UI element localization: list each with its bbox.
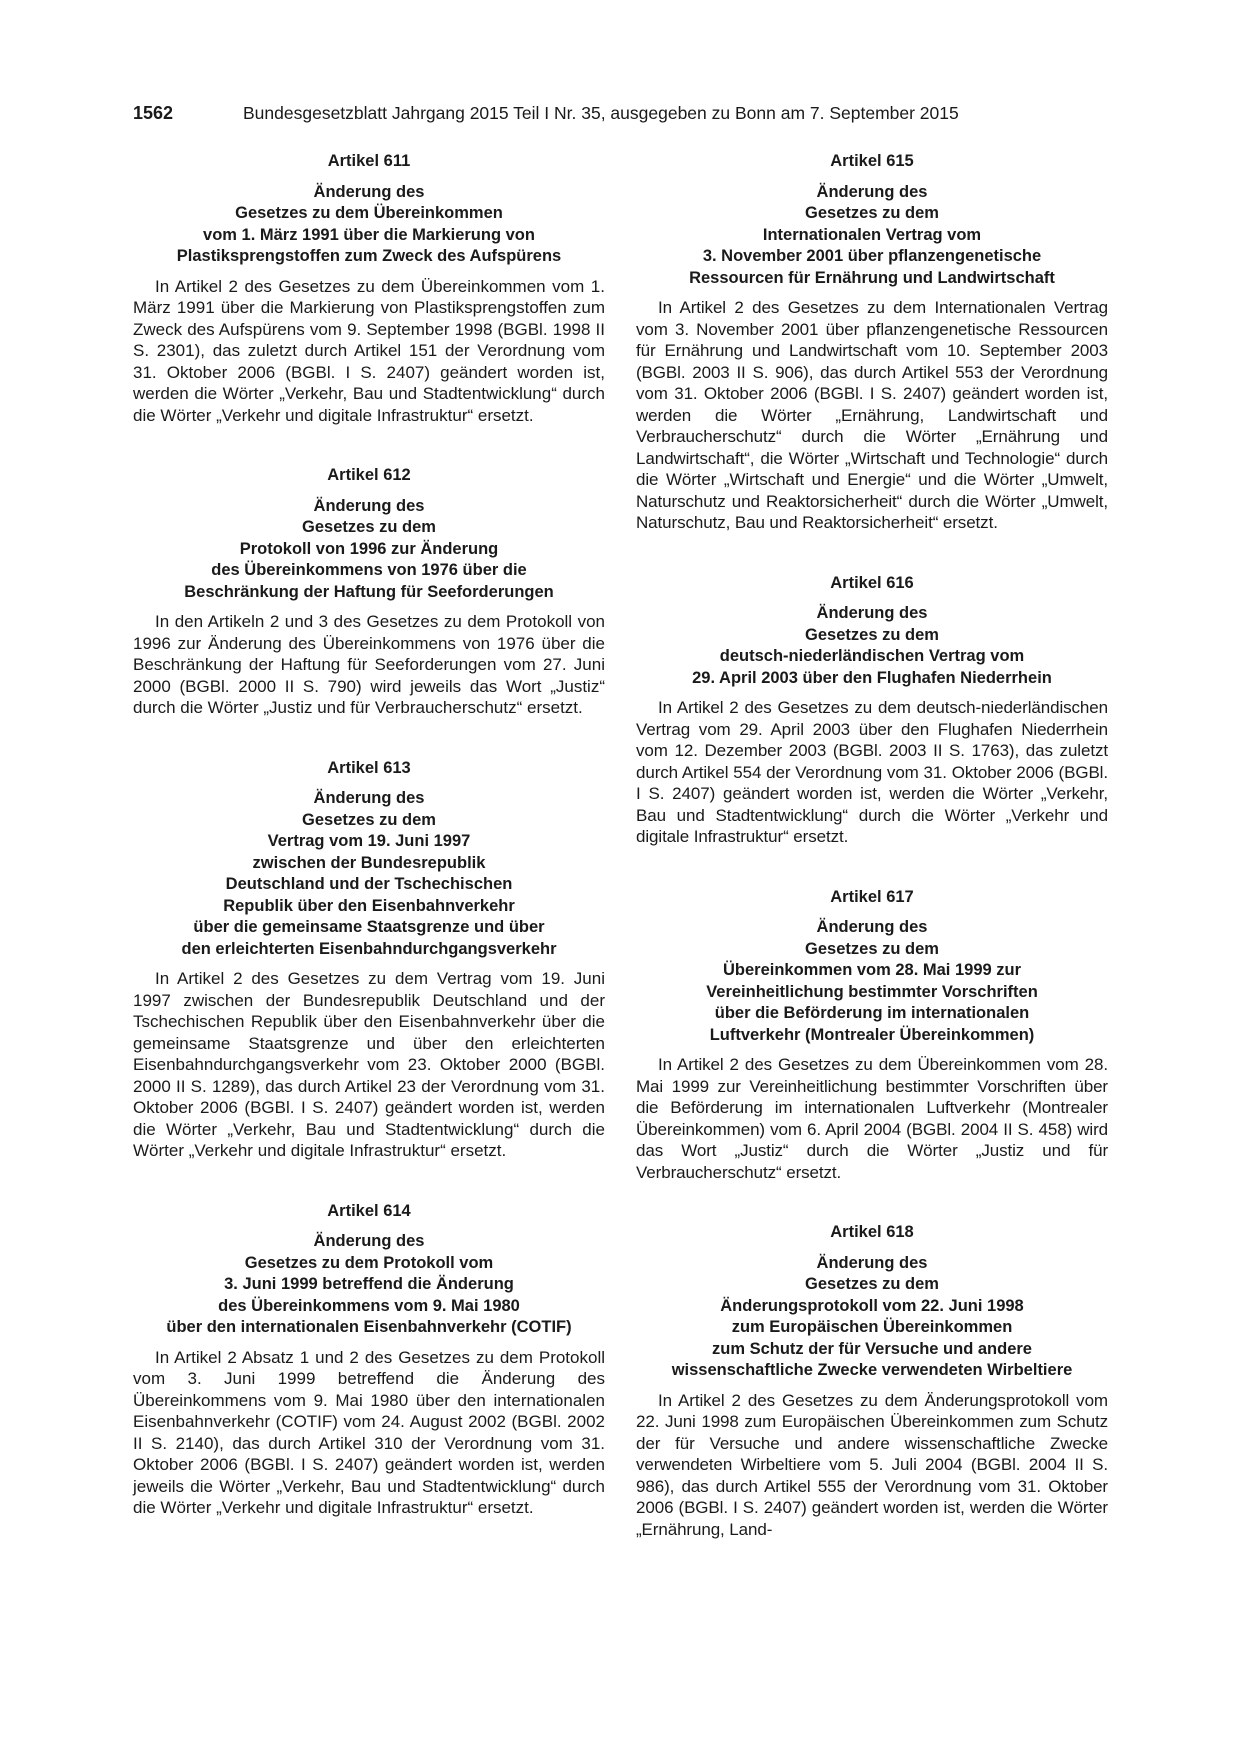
article-number: Artikel 616 (830, 573, 914, 592)
heading-line: Gesetzes zu dem (805, 204, 939, 222)
heading-line: Gesetzes zu dem (302, 810, 436, 829)
heading-line: 3. November 2001 über pflanzengenetische (702, 247, 1042, 265)
heading-line: wissenschaftliche Zwecke verwendeten Wirbeltiere (671, 1361, 1073, 1379)
heading-line: Plastiksprengstoffen zum Zweck des Aufspürens (176, 247, 562, 265)
heading-line: zwischen der Bundesrepublik (252, 853, 486, 872)
heading-line: Änderung des (313, 789, 425, 807)
article-number: Artikel 618 (830, 1223, 914, 1241)
article-618 (636, 1222, 1108, 1540)
heading-line: Beschränkung der Haftung für Seeforderungen (184, 582, 554, 601)
heading-line: Ressourcen für Ernährung und Landwirtschaft (689, 268, 1055, 287)
heading-line: des Übereinkommens von 1976 über die (211, 561, 527, 579)
article-616 (636, 573, 1108, 848)
heading-line: Vertrag vom 19. Juni 1997 (267, 832, 471, 850)
heading-line: über die Beförderung im internationalen (714, 1004, 1030, 1022)
page-number: 1562 (133, 103, 174, 123)
article-number: Artikel 611 (327, 152, 411, 170)
heading-line: Gesetzes zu dem (302, 518, 436, 536)
article-heading (636, 917, 1108, 1046)
heading-line: Änderung des (816, 182, 928, 201)
article-body: In Artikel 2 des Gesetzes zu dem Änderungsprotokoll vom 22. Juni 1998 zum Europäischen Übereinkommen zum Schutz der für Versuche und andere wissenschaftliche Zwecke verwendeten Wirbeltiere vom 5. Juli 2004 (BGBl. 2004 II S. 986), das durch Artikel 555 der Verordnung vom 31. Oktober 2006 (BGBl. I S. 2407) geändert worden ist, werden die Wörter „Ernährung, Land- (636, 1390, 1108, 1539)
article-body: In Artikel 2 des Gesetzes zu dem Internationalen Vertrag vom 3. November 2001 über pflanzengenetische Ressourcen für Ernährung und Landwirtschaft vom 10. September 2003 (BGBl. 2003 II S. 906), das durch Artikel 553 der Verordnung vom 31. Oktober 2006 (BGBl. I S. 2407) geändert worden ist, werden die Wörter „Ernährung, Landwirtschaft und Verbraucherschutz“ durch die Wörter „Ernährung und Landwirtschaft“, die Wörter „Wirtschaft und Technologie“ durch die Wörter „Wirtschaft und Energie“ und die Wörter „Umwelt, Naturschutz und Reaktorsicherheit“ durch die Wörter „Umwelt, Naturschutz, Bau und Reaktorsicherheit“ ersetzt. (636, 298, 1108, 532)
left-column (133, 151, 605, 1558)
heading-line: Änderung des (816, 604, 928, 622)
heading-line: deutsch-niederländischen Vertrag vom (719, 647, 1025, 665)
heading-line: Vereinheitlichung bestimmter Vorschriften (706, 982, 1038, 1001)
article-612 (133, 465, 605, 719)
heading-line: Gesetzes zu dem Protokoll vom (244, 1253, 494, 1272)
article-heading (133, 1231, 605, 1339)
article-611 (133, 151, 605, 426)
article-heading (133, 496, 605, 604)
heading-line: Änderungsprotokoll vom 22. Juni 1998 (720, 1296, 1024, 1315)
article-body: In Artikel 2 Absatz 1 und 2 des Gesetzes zu dem Protokoll vom 3. Juni 1999 betreffend die Änderung des Übereinkommens vom 9. Mai 1980 über den internationalen Eisenbahnverkehr (COTIF) vom 24. August 2002 (BGBl. 2002 II S. 2140), das durch Artikel 310 der Verordnung vom 31. Oktober 2006 (BGBl. I S. 2407) geändert worden ist, werden jeweils die Wörter „Verkehr, Bau und Stadtentwicklung“ durch die Wörter „Verkehr und digitale Infrastruktur“ ersetzt. (133, 1347, 605, 1517)
article-615 (636, 151, 1108, 534)
publication-line: Bundesgesetzblatt Jahrgang 2015 Teil I Nr. 35, ausgegeben zu Bonn am 7. September 2015 (243, 103, 959, 123)
article-body: In Artikel 2 des Gesetzes zu dem deutsch-niederländischen Vertrag vom 29. April 2003 über den Flughafen Niederrhein vom 12. Dezember 2003 (BGBl. 2003 II S. 1763), das zuletzt durch Artikel 554 der Verordnung vom 31. Oktober 2006 (BGBl. I S. 2407) geändert worden ist, werden die Wörter „Verkehr, Bau und Stadtentwicklung“ durch die Wörter „Verkehr und digitale Infrastruktur“ ersetzt. (636, 698, 1108, 846)
heading-line: vom 1. März 1991 über die Markierung von (203, 225, 535, 244)
heading-line: Gesetzes zu dem Übereinkommen (235, 204, 503, 222)
article-number: Artikel 612 (327, 466, 411, 484)
article-heading (636, 603, 1108, 689)
heading-line: Protokoll von 1996 zur Änderung (239, 539, 499, 558)
article-number: Artikel 614 (327, 1201, 411, 1220)
article-body: In Artikel 2 des Gesetzes zu dem Übereinkommen vom 1. März 1991 über die Markierung von Plastiksprengstoffen zum Zweck des Aufspürens vom 9. September 1998 (BGBl. 1998 II S. 2301), das zuletzt durch Artikel 151 der Verordnung vom 31. Oktober 2006 (BGBl. I S. 2407) geändert worden ist, werden die Wörter „Verkehr, Bau und Stadtentwicklung“ durch die Wörter „Verkehr und digitale Infrastruktur“ ersetzt. (133, 276, 605, 425)
heading-line: zum Schutz der für Versuche und andere (712, 1339, 1032, 1358)
article-number: Artikel 615 (830, 152, 914, 170)
article-body: In Artikel 2 des Gesetzes zu dem Übereinkommen vom 28. Mai 1999 zur Vereinheitlichung bestimmter Vorschriften über die Beförderung im internationalen Luftverkehr (Montrealer Übereinkommen) vom 6. April 2004 (BGBl. 2004 II S. 458) wird das Wort „Justiz“ durch die Wörter „Justiz und für Verbraucherschutz“ ersetzt. (636, 1055, 1108, 1182)
article-614 (133, 1201, 605, 1519)
article-number: Artikel 617 (830, 887, 914, 906)
article-heading (133, 182, 605, 268)
heading-line: Luftverkehr (Montrealer Übereinkommen) (709, 1025, 1035, 1044)
heading-line: 29. April 2003 über den Flughafen Niederrhein (692, 668, 1052, 687)
heading-line: Gesetzes zu dem (805, 625, 939, 644)
heading-line: Internationalen Vertrag vom (762, 225, 982, 244)
article-body: In Artikel 2 des Gesetzes zu dem Vertrag vom 19. Juni 1997 zwischen der Bundesrepublik Deutschland und der Tschechischen Republik über den Eisenbahnverkehr über die gemeinsame Staatsgrenze und über den erleichterten Eisenbahndurchgangsverkehr vom 23. Oktober 2000 (BGBl. 2000 II S. 1289), das durch Artikel 23 der Verordnung vom 31. Oktober 2006 (BGBl. I S. 2407) geändert worden ist, werden die Wörter „Verkehr, Bau und Stadtentwicklung“ durch die Wörter „Verkehr und digitale Infrastruktur“ ersetzt. (133, 969, 605, 1160)
article-heading (133, 788, 605, 960)
heading-line: den erleichterten Eisenbahndurchgangsverkehr (181, 939, 557, 958)
article-number: Artikel 613 (327, 758, 411, 777)
article-617 (636, 887, 1108, 1184)
article-heading (636, 182, 1108, 290)
heading-line: Änderung des (313, 1232, 425, 1250)
heading-line: Änderung des (816, 1253, 928, 1272)
article-body: In den Artikeln 2 und 3 des Gesetzes zu dem Protokoll von 1996 zur Änderung des Übereinkommens von 1976 über die Beschränkung der Haftung für Seeforderungen vom 27. Juni 2000 (BGBl. 2000 II S. 790) wird jeweils das Wort „Justiz“ durch die Wörter „Justiz und für Verbraucherschutz“ ersetzt. (133, 612, 605, 717)
article-613 (133, 758, 605, 1162)
heading-line: Änderung des (313, 496, 425, 515)
heading-line: Änderung des (313, 182, 425, 201)
heading-line: Gesetzes zu dem (805, 939, 939, 958)
heading-line: zum Europäischen Übereinkommen (731, 1318, 1013, 1336)
right-column (636, 151, 1108, 1579)
page-header (133, 99, 1113, 127)
heading-line: Republik über den Eisenbahnverkehr (223, 896, 515, 915)
heading-line: Änderung des (816, 918, 928, 936)
heading-line: Übereinkommen vom 28. Mai 1999 zur (722, 961, 1022, 979)
heading-line: Deutschland und der Tschechischen (225, 875, 513, 893)
heading-line: des Übereinkommens vom 9. Mai 1980 (218, 1296, 520, 1315)
heading-line: über den internationalen Eisenbahnverkehr (COTIF) (166, 1318, 572, 1336)
heading-line: 3. Juni 1999 betreffend die Änderung (224, 1275, 514, 1293)
heading-line: Gesetzes zu dem (805, 1275, 939, 1293)
article-heading (636, 1253, 1108, 1382)
heading-line: über die gemeinsame Staatsgrenze und über (193, 918, 545, 936)
